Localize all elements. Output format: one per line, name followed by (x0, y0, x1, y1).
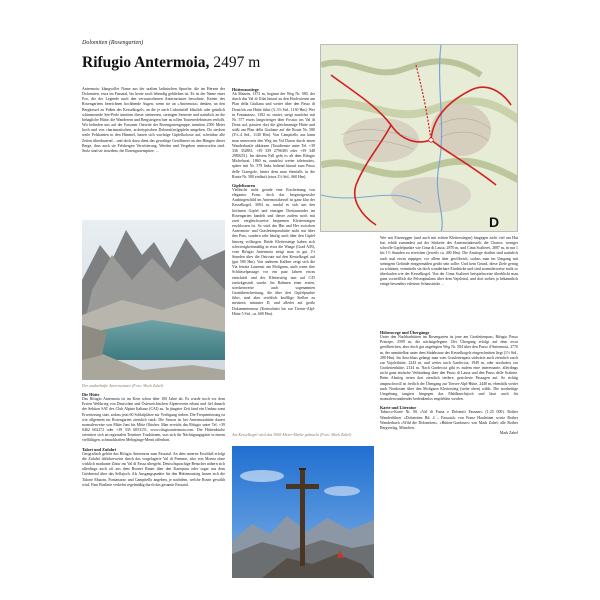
col1-text-block (82, 392, 225, 580)
col3-text-block (380, 330, 518, 592)
col3-upper-text: Wer mit Eiseneggen (und auch mit echten Kletterstiegen) hingegen nicht viel am Hut hat, erhält zumindest auf der Südseite des Antermoiakessels die Chance, weniger schroffe Gipfelpunkte wie Cima di Lausa, 2870 m, und Cima Scalieret, 2887 m, in nur 1 bis 1½ Stunden zu erreichen (jeweils ca. 400 Hm). Die Anstiege dorthin sind natürlich auch mal etwas ruppiger, vor allem aber geröllreich, sodass man im Umgang mit steinigem Gelände einigermaßen geübt sein sollte. Und kein Grund, diese Ziele gering zu schätzen, vermitteln sie doch wunderbare Eindrücke und sind normalerweise nicht so überlaufen wie der Kesselkogel. Von der Cima Scalieret beispielsweise überblickt man ganz vortrefflich die Felsenphalanx über dem Vajolettal, und dort stehen ja bekanntlich einige besonders erlesene Schaustücke ... (380, 236, 518, 287)
col3-upper-text-block (380, 236, 518, 326)
col2-text-block (232, 87, 315, 429)
hut-text: Das Rifugio Antermoia ist im Kern schon über 100 Jahre alt. Es wurde noch vor dem Ersten Weltkrieg von Deutschen und Österreichischen Alpenverein erbaut und fiel danach der Sektion SAT des Club Alpino Italiano (CAI) zu. In jüngster Zeit fand ein Umbau samt Erweiterung statt, sodass jetzt 60 Schlafplätze zur Verfügung stehen. Die Frequentierung ist wie allgemein im Rosengarten ziemlich stark. Die Saison ist bei Antermoiahütte dauert normalerweise von Mitte Juni bis Mitte Oktober. Man erreicht das Rifugio unter Tel. +39 0462 602272 oder +39 335 6053151, www.rifugioantermoia.com. Die Hüttenküche orientiert sich an regionalen Trentiner Traditionen, was sich für Nächtigungsgäste in einem vielfältigen, schmackhaften Mehrgänge-Menü offenbart. (82, 397, 225, 443)
summit-cross-image (232, 446, 374, 578)
intro-text-block (82, 87, 225, 215)
map-literature-heading: Karte und Literatur (380, 405, 417, 411)
summit-photo-caption: Am Kesselkogel wird das 3000-Meter-Marke geknackt (Foto: Mark Zahel) (232, 432, 352, 437)
route-map (320, 44, 518, 232)
summit-heading: Gipfeltouren (232, 182, 255, 188)
hut-altitude: 2497 m (213, 54, 261, 71)
region-label: Dolomiten (Rosengarten) (82, 40, 144, 46)
hut-name: Rifugio Antermoia, (82, 54, 210, 71)
page-title (82, 54, 260, 72)
lake-photo-caption: Der zauberhafte Antermoiasee (Foto: Mark Zahel) (82, 383, 164, 388)
summit-text: Vielleicht nicht gerade eine Erscheinung von eleganter Form, doch das bergsteigerische Ausbingeschild im Antermoiakessel ist ganz klar der Kesselkogel, 3004 m, rundal es sich um den höchsten Gipfel und einzigen Dreitausender im Rosengarten handelt und dieser zudem noch mit zwei vergleichsweise bequemen Klettersteigen erschlossen ist. So wird das Hin und Her zwischen Antermoia- und Grasleitenpasshütte nicht nur über den Pass, sondern sehr häufig auch über den Gipfel hinweg vollzogen. Beide Klettersteige haben sich schwierigkeitsmäßig in etwa die Waage (Grad A/B), vom Rifugio Antermoia steigt man in gut 1½ Stunden über die Ostroute auf den Kesselkogel auf (gut 500 Hm). Von anderem Kaliber zeigt sich die Via ferrata Laurenzi am Molignon, auch wenn ihre Schlüsselpassage vor ein paar Jahren etwas entschärft und der Klettersteig nun auf C/D zurückgestuft wurde. Im Rahmen einer ersten, streckenweise auch sogenannten Grattüberschreitung, die über drei Gipfelpunkte führt, sind aber reichlich knifflige Stellen zu meistern, mitunter D, und allerlei auf große Dokumententour (Kernschnitt bis zur Tierser-Alpl-Hütte 5 Std., ca. 600 Hm). (232, 187, 315, 316)
ascent-heading: Hüttenzustiege (232, 87, 259, 92)
routes-heading: Höhenwege und Übergänge (380, 330, 430, 335)
author-signature: Mark Zahel (499, 430, 518, 435)
map-letter: D (489, 214, 500, 230)
map-literature-text: Tabacco-Karte Nr. 06 »Val di Fassa e Dolomiti Fassane« (1:25 000). Rother Wanderführer »Dolomiten Bd. 4 – Fassatal« von Franz Hauleitner sowie Rother Wanderbuch »Wild die Dolomiten«, »Hütten-Gardasee« von Mark Zahel; alle Rother Bergverlag, München. (380, 410, 518, 430)
topographic-map (321, 45, 518, 232)
lake-photo-image (82, 220, 225, 380)
summit-photo (232, 446, 374, 578)
lake-photo (82, 220, 225, 380)
access-heading: Talort und Zufahrt (82, 446, 117, 452)
intro-text: Antermoia: klangvoller Name aus der uralten ladinischen Sprache, die im Herzen der Dolomiten, etwa im Fassatal, bis heute noch lebendig geblieben ist. Es ist der Name einer Foo, die der Legende nach den verwunschenen Antermoiasee bewohnte. Keiner des Rosengartens bezeichnen hochbende Augen, wenn sie an »Antermoia« denken, an den Bergkessel zu Füßen des Kesselkogels, an die je nach Lichteinfall bläulich oder grünlich schimmernde See-Perle inmitten dieser steinernen, steinigen Szenerie und natürlich an die behagliche Hütte, die Wanderern und Bergsteigern hier zu tollen Tourenerlebnissen verhilft. Wir befinden uns auf der Fassaner Ostseite der Rosengartengruppe, inmitten 2500 Meter hoch und von charismatischen, archetypischen Dolomit(en)gipfeln umgeben. Da stechen steile Felskanten in den Himmel, bauen sich wuchtige Gipfelkolosse auf, scheinbar alle Zeiten überdauernd – und doch dazu dient das gewaltige Geröllmeer an den Hängen dieser Berge, dass auch sie Felsbergen Verwitterung, Werden und Vergehen unterworfen sind. Stolz sind sie trotzdem, die Rosengartenspitze, ... (82, 87, 225, 153)
ascent-text: Ab Mazzin, 1372 m, beginnt der Weg Nr. 580, der durch das Val di Udai hinauf zu den Hochwiesen am Plan della Giuliana und weiter über den Passo di Dona bis zur Hütte führt (3–3½ Std., 1130 Hm). Wer in Fontanazzo, 1382 m, startet, steigt zunächst mit Nr. 577 etwas langwieriger über Fosrtac ins Val di Dona auf, passiert dort die gleichnamige Hütte und stößt am Plan della Giuliane auf die Route Nr. 580 (3½–4 Std., 1140 Hm). Von Campitello aus kann man seinerseits den Weg ins Val Duron durch einen Wanderbustle abkürzen (Taxidienste unter Tel. +39 336 352881, +39 339 2796383 oder +39 348 2980251). Im diesem Fall geht es ab dem Rifugio Micheluzzi, 1860 m, zunächst weiter taleinwärts, später mit Nr. 578 links haltend hinauf zum Passo delle Ciaregole, hinter dem man ebenfalls in die Route Nr. 580 einläuft (etwa 2½ Std., 660 Hm). (232, 92, 315, 179)
hut-heading: Die Hütte (82, 392, 100, 397)
routes-text: Unter den Nachbarhütten im Rosengarten ist jene am Grasleitenpass, Rifugio Passo Principe, 2599 m, die nächstgelegene. Der Übergang erfolgt auf dem zwar geröllreichen, aber doch gut angelegten Weg Nr. 584 über den Passo d'Antermoia, 2770 m, der unmittelbar unter dem Südabsturz des Kesselkogels eingeschnitten liegt (1½ Std., 280 Hm). Im Anschluss gelangt man vom Grasleitenpass südwärts auch ziemlich rasch zur Vajolethütte, 2243 m, und weiter nach Gardeccia, 1949 m, oder nordwärts zur Grasleitenhütte, 2134 m. Nach Gardeccia gibt es zudem eine interessante, allerdings nicht ganz einfache Verbindung über den Passo di Lausa und den Passo delle Scalette. Beim Abstieg treten dort ziemlich steilere, gesicherte Passagen auf. So richtig anspruchsvoll ist freilich der Übergang zur Tierser-Alpl-Hütte, 2440 m, ebenfalls weiter nach Nordosten über den Molignon Klettersteig (siehe oben) wählt. Die nordseitige Umgehung tangiert hingegen das Mahlknechtjoch und lässt auch für normalerwandernder bedenkenlos empfehlen werden. (380, 335, 518, 402)
access-text: Geografisch gehört das Rifugio Antermoia zum Fassatal. An dem unteren Erschluß erfolgt die Zufahrt üblicherweise durch das vorgelagerte Val di Fiemme, also von Moena ohne wirklich markante Zäsur ins Val di Fassa übergeht. Deutschsprachige Besucher nähern sich allerdings auch oft aus dem Bozner Raum über den Karerpass oder sogar aus dem Grödnertal über das Sellajoch. Als Ausgangspunkte für den Hüttenzustieg lassen sich die Talorte Mazzin, Fontanazzo und Campitello angeben, je nachdem, welche Route gewählt wird. Eine Buslinie verkehrt regelmäßig durch das gesamte Fassatal. (82, 451, 225, 487)
